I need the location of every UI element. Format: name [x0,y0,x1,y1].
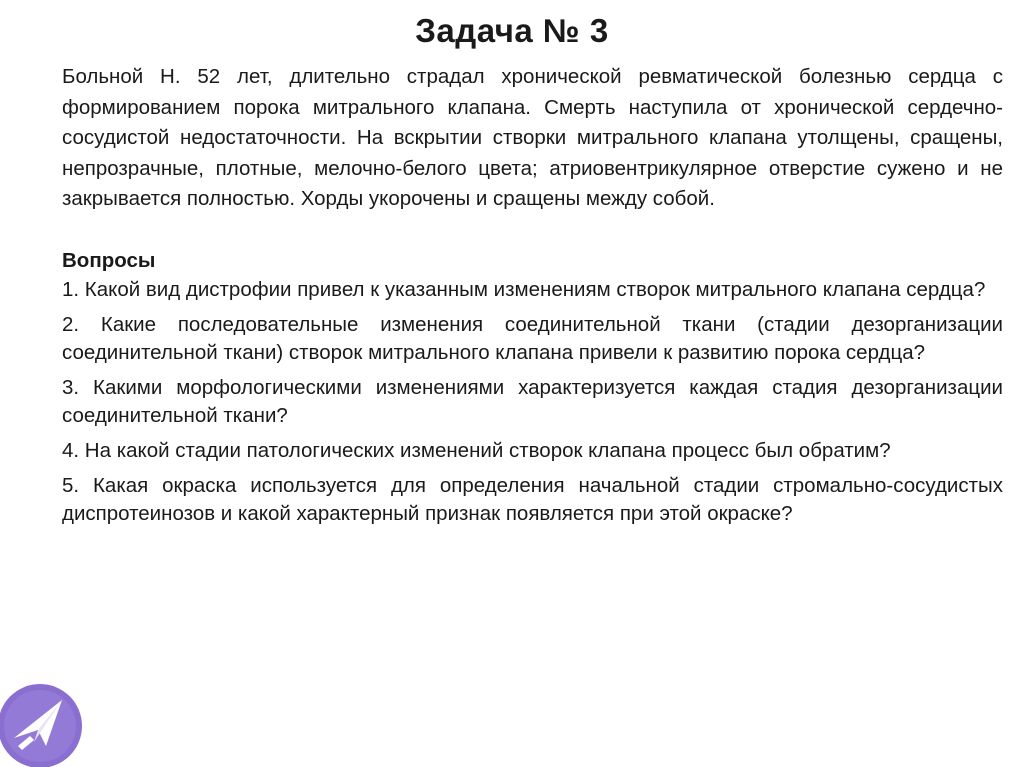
question-item: 2. Какие последовательные изменения соединительной ткани (стадии дезорганизации соединительной ткани) створок митрального клапана привели к развитию порока сердца? [62,313,1003,364]
questions-list [62,276,1003,528]
case-description: Больной Н. 52 лет, длительно страдал хронической ревматической болезнью сердца с формированием порока митрального клапана. Смерть наступила от хронической сердечно-сосудистой недостаточности. На вскрытии створки митрального клапана утолщены, сращены, непрозрачные, плотные, мелочно-белого цвета; атриовентрикулярное отверстие сужено и не закрывается полностью. Хорды укорочены и сращены между собой. [62,65,1003,210]
question-item: 5. Какая окраска используется для определения начальной стадии стромально-сосудистых диспротеинозов и какой характерный признак появляется при этой окраске? [62,474,1003,525]
question-item: 3. Какими морфологическими изменениями характеризуется каждая стадия дезорганизации соединительной ткани? [62,376,1003,427]
slide-content [62,62,1003,528]
question-item: 1. Какой вид дистрофии привел к указанным изменениям створок митрального клапана сердца? [62,278,986,301]
question-item: 4. На какой стадии патологических изменений створок клапана процесс был обратим? [62,439,891,462]
page-title: Задача № 3 [415,12,609,49]
questions-heading: Вопросы [62,248,156,272]
paper-plane-logo-icon [0,680,90,767]
